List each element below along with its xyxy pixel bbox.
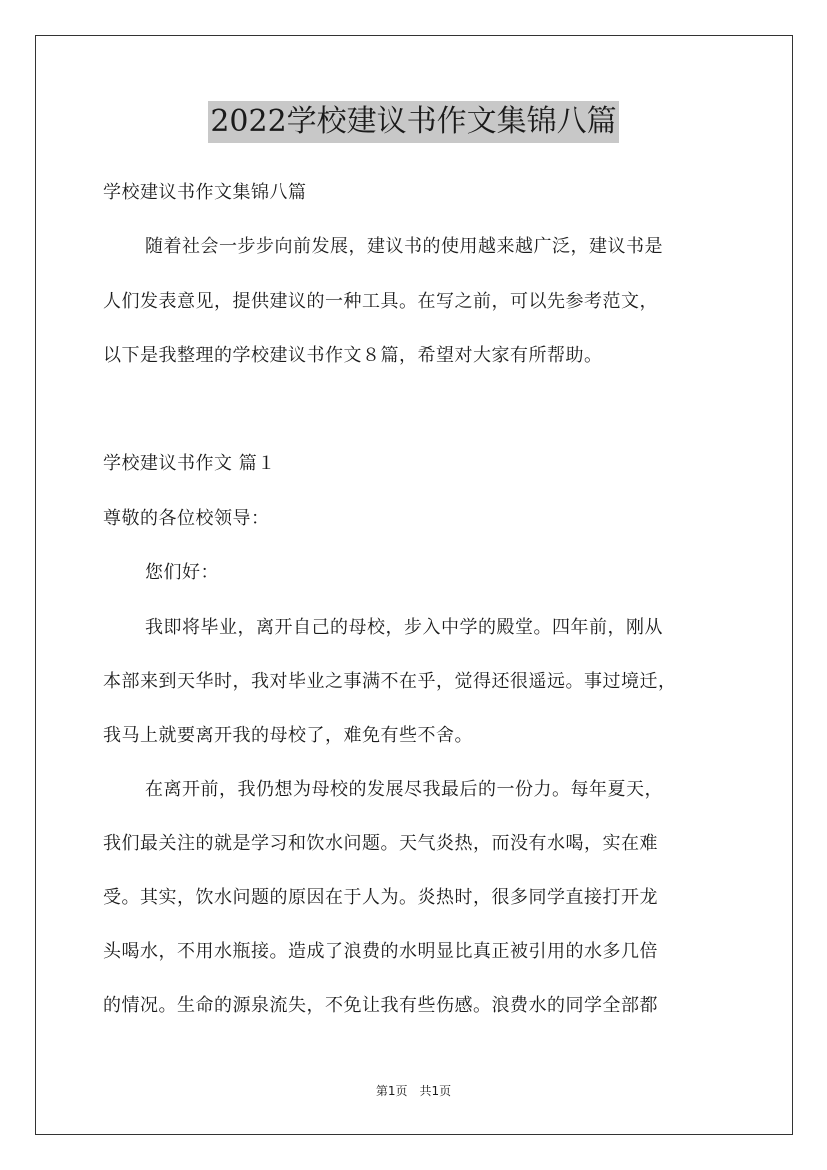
salutation: 尊敬的各位校领导： (103, 508, 270, 529)
paragraph-line: 我马上就要离开我的母校了，难免有些不舍。 (103, 725, 473, 746)
paragraph-line: 本部来到天华时，我对毕业之事满不在乎，觉得还很遥远。事过境迁， (103, 671, 677, 692)
paragraph-line: 受。其实，饮水问题的原因在于人为。炎热时，很多同学直接打开龙 (103, 887, 658, 908)
intro-line: 随着社会一步步向前发展，建议书的使用越来越广泛，建议书是 (145, 236, 663, 257)
paragraph-line: 我们最关注的就是学习和饮水问题。天气炎热，而没有水喝，实在难 (103, 833, 658, 854)
page-number: 第1页 共1页 (375, 1084, 452, 1098)
intro-line: 人们发表意见，提供建议的一种工具。在写之前，可以先参考范文， (103, 291, 658, 312)
document-title-text: 2022学校建议书作文集锦八篇 (208, 101, 618, 143)
paragraph-line: 的情况。生命的源泉流失，不免让我有些伤感。浪费水的同学全部都 (103, 995, 658, 1016)
paragraph-line: 在离开前，我仍想为母校的发展尽我最后的一份力。每年夏天， (145, 779, 663, 800)
section-heading: 学校建议书作文 篇１ (103, 453, 276, 474)
greeting: 您们好： (145, 562, 219, 583)
document-subtitle: 学校建议书作文集锦八篇 (103, 182, 307, 203)
intro-line: 以下是我整理的学校建议书作文８篇，希望对大家有所帮助。 (103, 345, 603, 366)
paragraph-line: 头喝水，不用水瓶接。造成了浪费的水明显比真正被引用的水多几倍 (103, 941, 658, 962)
document-title (0, 101, 827, 143)
paragraph-line: 我即将毕业，离开自己的母校，步入中学的殿堂。四年前，刚从 (145, 617, 663, 638)
